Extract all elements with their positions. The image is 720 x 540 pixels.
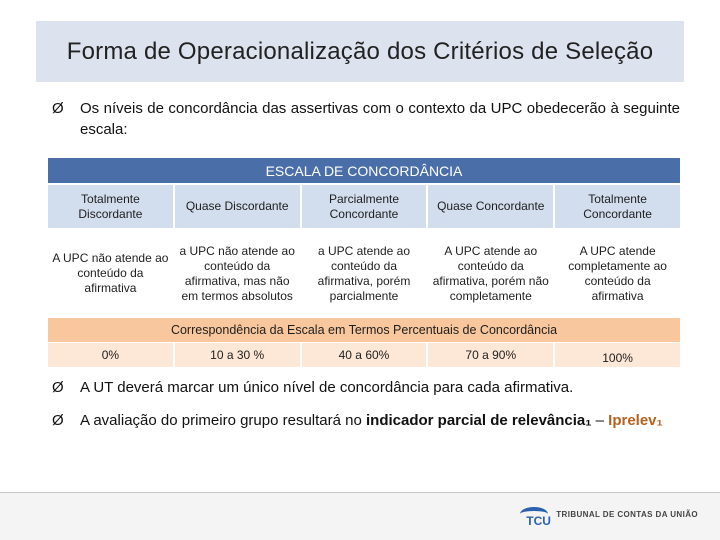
slide-title: Forma de Operacionalização dos Critérios de Seleção [66,37,654,65]
percent-row [48,343,680,367]
level-percent: 100% [555,343,680,367]
level-description: A UPC atende ao conteúdo da afirmativa, porém não completamente [428,230,553,317]
single-level-text: A UT deverá marcar um único nível de concordância para cada afirmativa. [80,379,574,396]
bullet-evaluation [52,410,680,431]
level-percent: 40 a 60% [302,343,427,367]
level-description: A UPC não atende ao conteúdo da afirmativa [48,230,173,317]
tcu-logo [520,503,698,528]
level-percent: 10 a 30 % [175,343,300,367]
evaluation-text [80,410,680,431]
evaluation-prefix: A avaliação do primeiro grupo resultará no [80,412,366,429]
level-label: Quase Concordante [428,185,553,228]
level-description: a UPC atende ao conteúdo da afirmativa, porém parcialmente [302,230,427,317]
arrow-bullet-icon: Ø [52,100,64,117]
arrow-bullet-icon: Ø [52,412,64,429]
level-description: a UPC não atende ao conteúdo da afirmativa, mas não em termos absolutos [175,230,300,317]
tcu-logo-icon: TCU [520,503,550,525]
level-label: Totalmente Discordante [48,185,173,228]
level-label: Parcialmente Concordante [302,185,427,228]
correspondence-header: Correspondência da Escala em Termos Percentuais de Concordância [48,318,680,342]
indicator-name: indicador parcial de relevância₁ [366,412,592,429]
bullet-single-level [52,377,680,398]
title-banner [36,21,684,82]
scale-table [48,185,680,317]
level-label: Quase Discordante [175,185,300,228]
indicator-code: Iprelev₁ [608,412,663,429]
bullet-intro [52,98,680,140]
level-label: Totalmente Concordante [555,185,680,228]
scale-header: ESCALA DE CONCORDÂNCIA [48,158,680,183]
level-percent: 0% [48,343,173,367]
intro-text: Os níveis de concordância das assertivas com o contexto da UPC obedecerão à seguinte escala: [80,100,680,138]
level-percent: 70 a 90% [428,343,553,367]
arrow-bullet-icon: Ø [52,379,64,396]
level-description: A UPC atende completamente ao conteúdo da afirmativa [555,230,680,317]
evaluation-dash: – [591,412,609,429]
org-name: TRIBUNAL DE CONTAS DA UNIÃO [556,509,698,519]
